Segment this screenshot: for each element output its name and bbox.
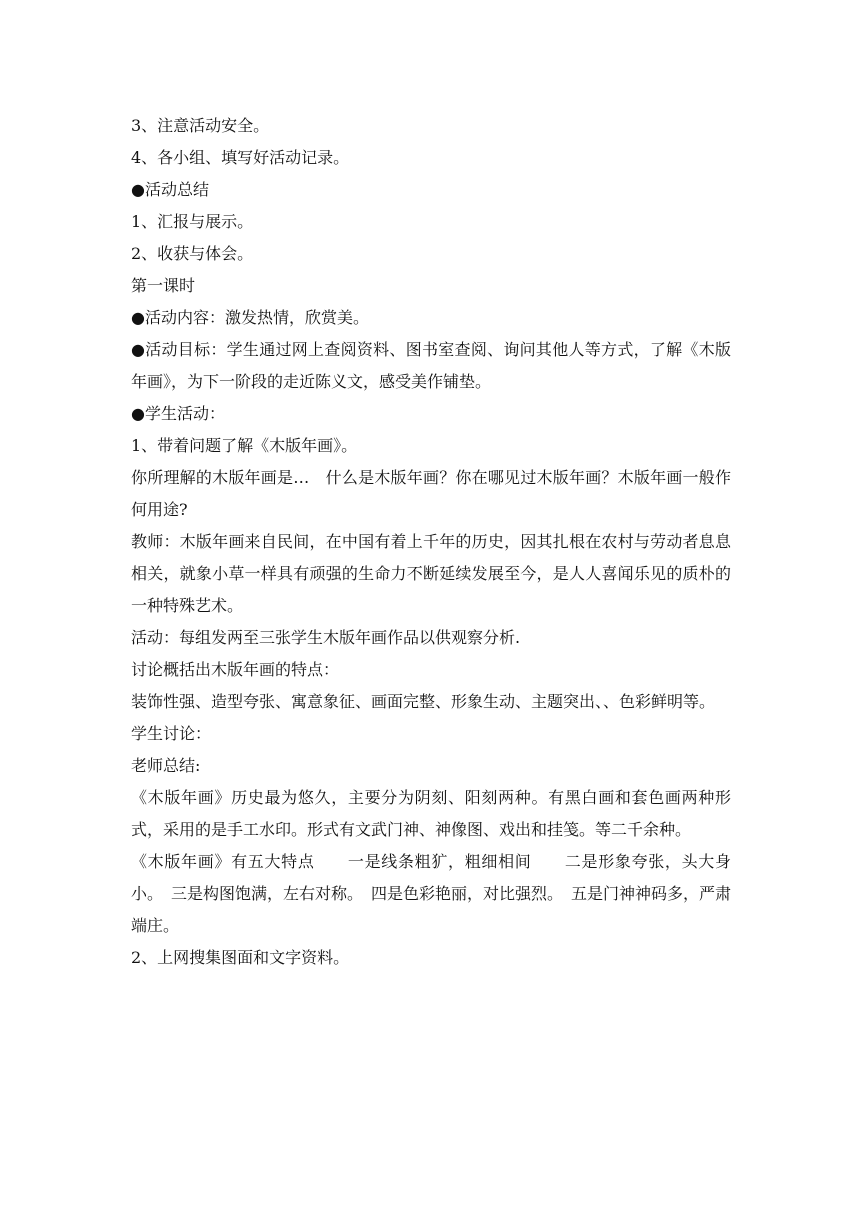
paragraph-report-display: 1、汇报与展示。 <box>131 212 254 231</box>
heading-activity-summary: ●活动总结 <box>131 180 209 199</box>
paragraph-history-summary: 《木版年画》历史最为悠久，主要分为阴刻、阳刻两种。有黑白画和套色画两种形式，采用的是手工水印。形式有文武门神、神像图、戏出和挂笺。等二千余种。 <box>131 788 731 839</box>
paragraph-question-task: 1、带着问题了解《木版年画》。 <box>131 436 358 455</box>
paragraph-teacher-explanation: 教师：木版年画来自民间，在中国有着上千年的历史，因其扎根在农村与劳动者息息相关，就象小草一样具有顽强的生命力不断延续发展至今，是人人喜闻乐见的质朴的一种特殊艺术。 <box>131 532 731 615</box>
document-body <box>131 110 731 974</box>
heading-first-lesson: 第一课时 <box>131 276 196 295</box>
paragraph-questions: 你所理解的木版年画是… 什么是木版年画？你在哪见过木版年画？木版年画一般作何用途? <box>131 468 731 519</box>
paragraph-activity-goal: ●活动目标：学生通过网上查阅资料、图书室查阅、询问其他人等方式，了解《木版年画》，为下一阶段的走近陈义文，感受美作铺垫。 <box>131 340 731 391</box>
paragraph-student-discussion: 学生讨论： <box>131 724 212 743</box>
paragraph-discussion-prompt: 讨论概括出木版年画的特点： <box>131 660 340 679</box>
paragraph-activity-record: 4、各小组、填写好活动记录。 <box>131 148 350 167</box>
paragraph-gains-experience: 2、收获与体会。 <box>131 244 254 263</box>
paragraph-characteristics: 装饰性强、造型夸张、寓意象征、画面完整、形象生动、主题突出、、色彩鲜明等。 <box>131 692 716 711</box>
paragraph-activity-content: ●活动内容：激发热情，欣赏美。 <box>131 308 369 327</box>
paragraph-five-features: 《木版年画》有五大特点 一是线条粗犷，粗细相间 二是形象夸张，头大身小。 三是构图饱满，左右对称。 四是色彩艳丽，对比强烈。 五是门神神码多，严肃端庄。 <box>131 852 732 935</box>
paragraph-online-search: 2、上网搜集图面和文字资料。 <box>131 948 350 967</box>
paragraph-safety-note: 3、注意活动安全。 <box>131 116 270 135</box>
paragraph-teacher-summary-label: 老师总结: <box>131 756 201 775</box>
heading-student-activity: ●学生活动： <box>131 404 225 423</box>
paragraph-group-activity: 活动：每组发两至三张学生木版年画作品以供观察分析. <box>131 628 521 647</box>
